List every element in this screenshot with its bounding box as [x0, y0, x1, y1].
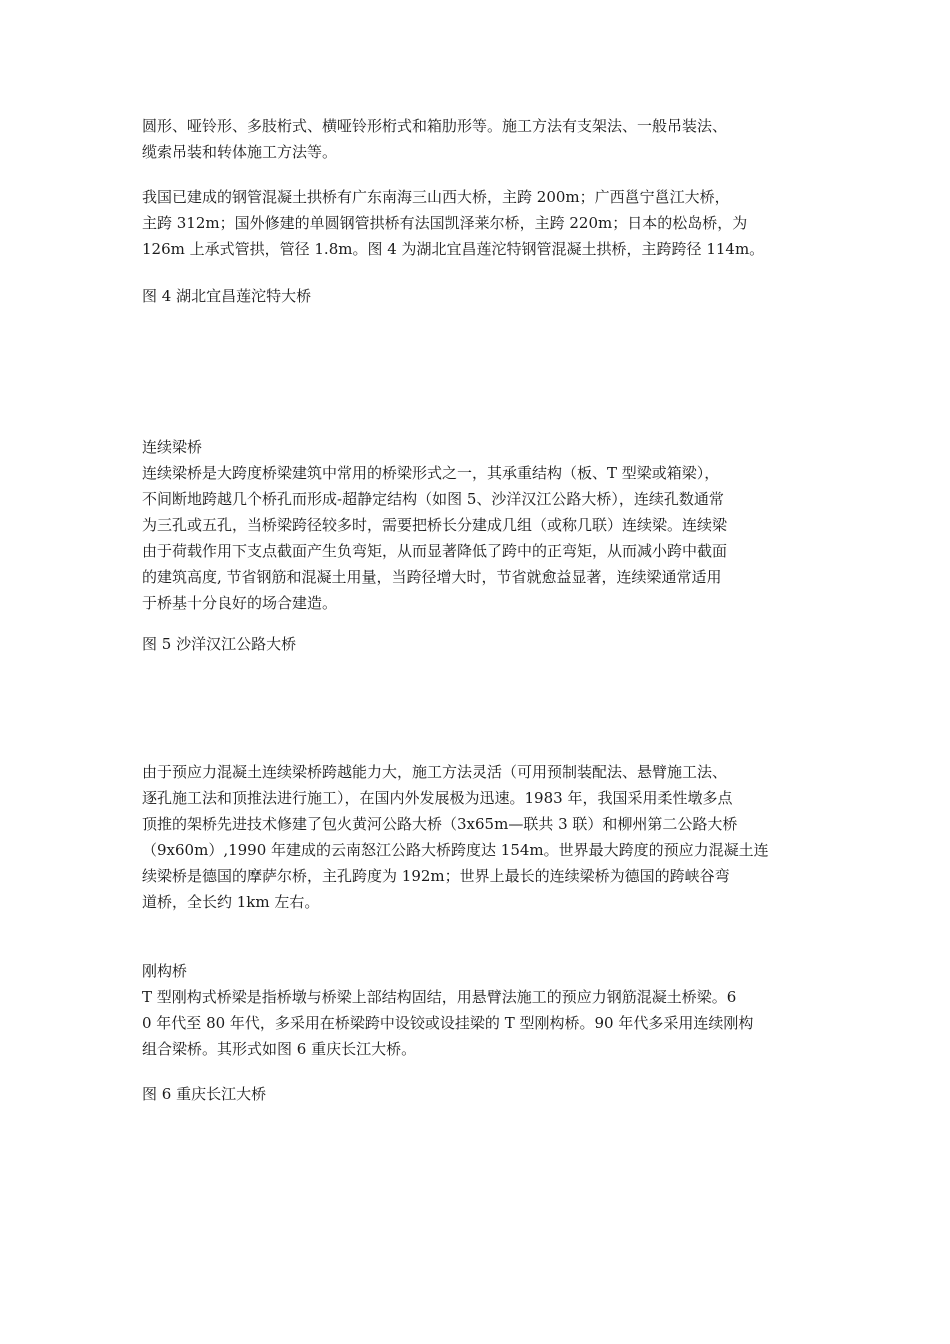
section-heading: 刚构桥	[142, 962, 188, 980]
text-line: T 型刚构式桥梁是指桥墩与桥梁上部结构固结，用悬臂法施工的预应力钢筋混凝土桥梁。6	[142, 988, 737, 1006]
text-line: 续梁桥是德国的摩萨尔桥，主孔跨度为 192m；世界上最长的连续梁桥为德国的跨峡谷弯	[142, 867, 730, 885]
text-line: 我国已建成的钢管混凝土拱桥有广东南海三山西大桥，主跨 200m；广西邕宁邕江大桥，	[142, 188, 730, 206]
section-heading: 连续梁桥	[142, 438, 203, 456]
paragraph-prestressed	[142, 759, 814, 915]
caption-text: 图 6 重庆长江大桥	[142, 1085, 267, 1103]
text-line: 圆形、哑铃形、多肢桁式、横哑铃形桁式和箱肋形等。施工方法有支架法、一般吊装法、	[142, 117, 728, 135]
text-line: 126m 上承式管拱，管径 1.8m。图 4 为湖北宜昌莲沱特钢管混凝土拱桥，主跨跨径 114m。	[142, 240, 765, 258]
paragraph-arch-examples	[142, 184, 814, 262]
text-line: 0 年代至 80 年代，多采用在桥梁跨中设铰或设挂梁的 T 型刚构桥。90 年代多采用连续刚构	[142, 1014, 754, 1032]
text-line: 为三孔或五孔，当桥梁跨径较多时，需要把桥长分建成几组（或称几联）连续梁。连续梁	[142, 516, 728, 534]
text-line: 由于荷载作用下支点截面产生负弯矩，从而显著降低了跨中的正弯矩，从而减小跨中截面	[142, 542, 728, 560]
text-line: 连续梁桥是大跨度桥梁建筑中常用的桥梁形式之一，其承重结构（板、T 型梁或箱梁），	[142, 464, 720, 482]
caption-text: 图 4 湖北宜昌莲沱特大桥	[142, 287, 312, 305]
text-line: 顶推的架桥先进技术修建了包火黄河公路大桥（3x65m—联共 3 联）和柳州第二公路大桥	[142, 815, 738, 833]
paragraph-intro-shapes	[142, 113, 814, 165]
text-line: 逐孔施工法和顶推法进行施工），在国内外发展极为迅速。1983 年，我国采用柔性墩多点	[142, 789, 733, 807]
text-line: （9x60m）,1990 年建成的云南怒江公路大桥跨度达 154m。世界最大跨度的预应力混凝土连	[142, 841, 769, 859]
figure-caption-4	[142, 283, 814, 309]
text-line: 由于预应力混凝土连续梁桥跨越能力大，施工方法灵活（可用预制装配法、悬臂施工法、	[142, 763, 728, 781]
text-line: 主跨 312m；国外修建的单圆钢管拱桥有法国凯泽莱尔桥，主跨 220m；日本的松岛桥，为	[142, 214, 748, 232]
section-continuous-beam	[142, 434, 814, 616]
caption-text: 图 5 沙洋汉江公路大桥	[142, 635, 297, 653]
text-line: 组合梁桥。其形式如图 6 重庆长江大桥。	[142, 1040, 417, 1058]
text-line: 的建筑高度, 节省钢筋和混凝土用量，当跨径增大时，节省就愈益显著，连续梁通常适用	[142, 568, 722, 586]
section-rigid-frame	[142, 958, 814, 1062]
text-line: 于桥基十分良好的场合建造。	[142, 594, 338, 612]
text-line: 不间断地跨越几个桥孔而形成-超静定结构（如图 5、沙洋汉江公路大桥），连续孔数通常	[142, 490, 724, 508]
figure-caption-5	[142, 631, 814, 657]
text-line: 道桥，全长约 1km 左右。	[142, 893, 320, 911]
text-line: 缆索吊装和转体施工方法等。	[142, 143, 338, 161]
figure-caption-6	[142, 1081, 814, 1107]
